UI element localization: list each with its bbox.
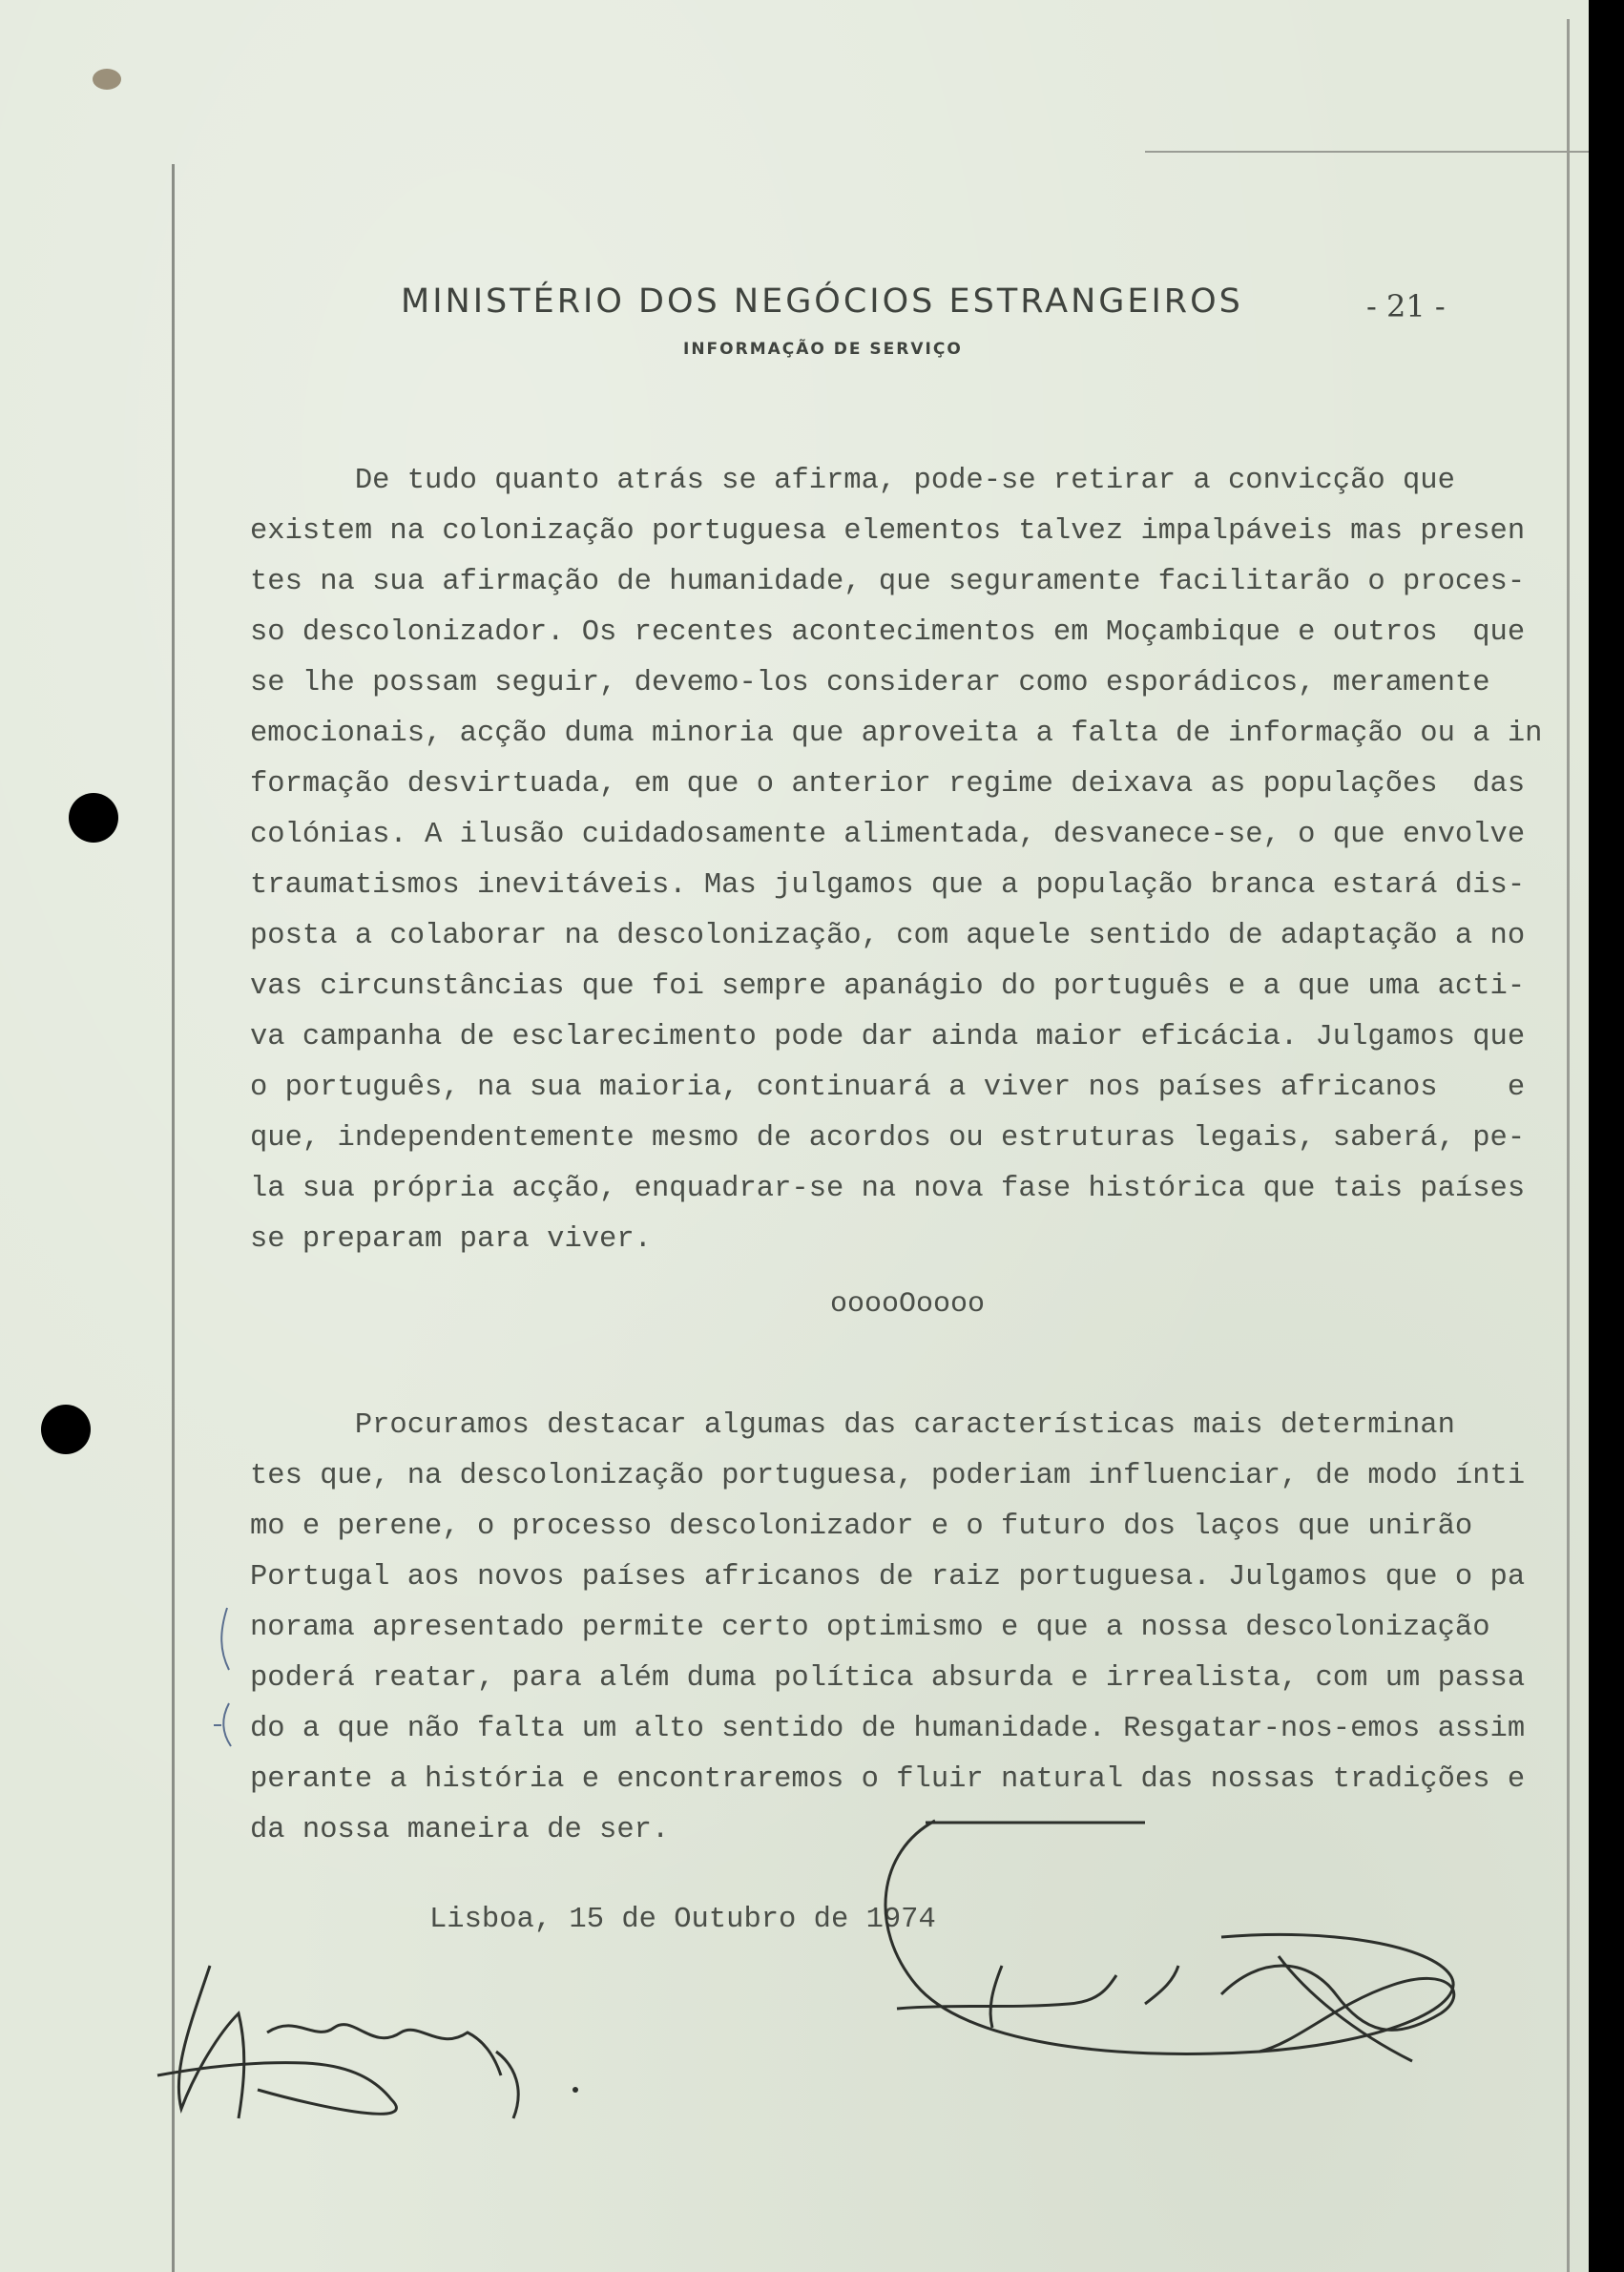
text-line: tes na sua afirmação de humanidade, que seguramente facilitarão o proces-: [250, 566, 1526, 598]
text-line: va campanha de esclarecimento pode dar ainda maior eficácia. Julgamos que: [250, 1021, 1526, 1053]
signature-right: [859, 1813, 1508, 2099]
paragraph-1: [250, 456, 1543, 1265]
text-line: do a que não falta um alto sentido de humanidade. Resgatar-nos-emos assim: [250, 1713, 1526, 1745]
text-line: se lhe possam seguir, devemo-los considerar como esporádicos, meramente: [250, 667, 1490, 699]
right-margin-line: [1567, 19, 1570, 2272]
rust-stain: [93, 69, 121, 90]
text-line: la sua própria acção, enquadrar-se na nova fase histórica que tais países: [250, 1173, 1526, 1205]
text-line: vas circunstâncias que foi sempre apanágio do português e a que uma acti-: [250, 970, 1526, 1003]
text-line: existem na colonização portuguesa elementos talvez impalpáveis mas presen: [250, 515, 1526, 548]
text-line: perante a história e encontraremos o fluir natural das nossas tradições e: [250, 1763, 1526, 1796]
service-subtitle: INFORMAÇÃO DE SERVIÇO: [683, 340, 963, 359]
text-line: poderá reatar, para além duma política absurda e irrealista, com um passa: [250, 1662, 1526, 1695]
section-separator: ooooOoooo: [830, 1288, 986, 1321]
margin-bracket-mark: [210, 1603, 248, 1756]
text-line: formação desvirtuada, em que o anterior regime deixava as populações das: [250, 768, 1526, 801]
text-line: so descolonizador. Os recentes acontecimentos em Moçambique e outros que: [250, 616, 1526, 649]
text-line: Portugal aos novos países africanos de raiz portuguesa. Julgamos que o pa: [250, 1561, 1526, 1594]
text-line: norama apresentado permite certo optimismo e que a nossa descolonização: [250, 1612, 1490, 1644]
punch-hole-top: [69, 793, 118, 843]
text-line: tes que, na descolonização portuguesa, poderiam influenciar, de modo ínti: [250, 1460, 1526, 1492]
text-line: posta a colaborar na descolonização, com aquele sentido de adaptação a no: [250, 920, 1526, 952]
punch-hole-bottom: [41, 1405, 91, 1454]
text-line: De tudo quanto atrás se afirma, pode-se retirar a convicção que: [250, 465, 1455, 497]
text-line: se preparam para viver.: [250, 1223, 652, 1256]
dateline: Lisboa, 15 de Outubro de 1974: [429, 1904, 936, 1936]
signature-left: [153, 1908, 649, 2147]
text-line: que, independentemente mesmo de acordos ou estruturas legais, saberá, pe-: [250, 1122, 1526, 1155]
paragraph-2: [250, 1401, 1543, 1856]
text-line: o português, na sua maioria, continuará a viver nos países africanos e: [250, 1072, 1526, 1104]
text-line: Procuramos destacar algumas das características mais determinan: [250, 1409, 1455, 1442]
top-rule: [1145, 151, 1589, 153]
page-number: - 21 -: [1366, 288, 1446, 324]
text-line: mo e perene, o processo descolonizador e o futuro dos laços que unirão: [250, 1511, 1473, 1543]
text-line: traumatismos inevitáveis. Mas julgamos que a população branca estará dis-: [250, 869, 1526, 902]
text-line: da nossa maneira de ser.: [250, 1814, 670, 1846]
text-line: emocionais, acção duma minoria que aproveita a falta de informação ou a in: [250, 718, 1543, 750]
text-line: colónias. A ilusão cuidadosamente alimentada, desvanece-se, o que envolve: [250, 819, 1526, 851]
ministry-heading: MINISTÉRIO DOS NEGÓCIOS ESTRANGEIROS: [401, 282, 1243, 321]
